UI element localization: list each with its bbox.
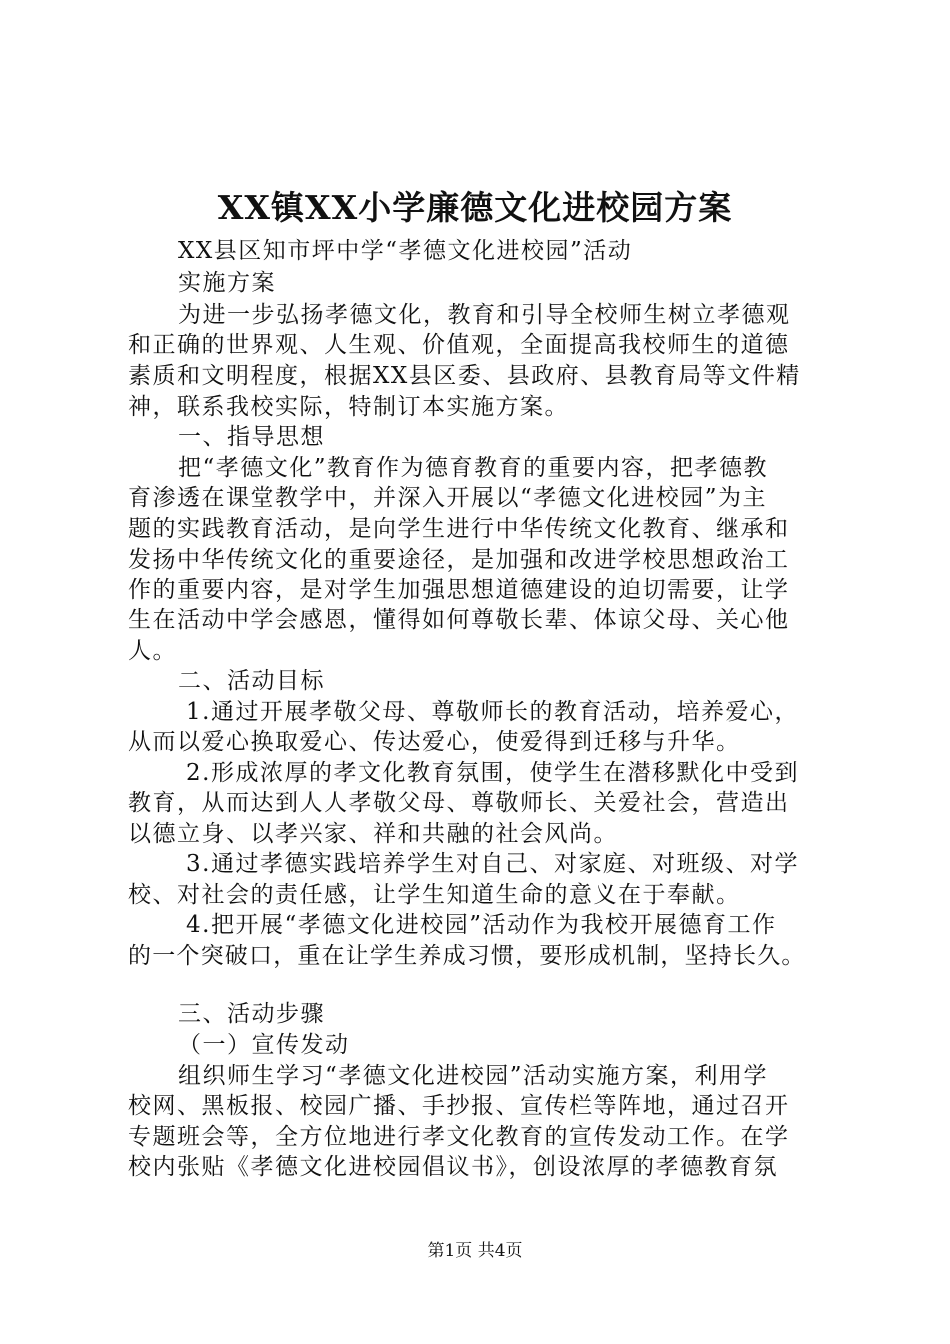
section-heading: 二、活动目标: [178, 668, 325, 694]
paragraph-steps-line: 专题班会等，全方位地进行孝文化教育的宣传发动工作。在学: [128, 1124, 790, 1150]
paragraph-steps-line: 校网、黑板报、校园广播、手抄报、宣传栏等阵地，通过召开: [128, 1093, 790, 1119]
goal-item-line: 从而以爱心换取爱心、传达爱心，使爱得到迁移与升华。: [128, 729, 741, 755]
section-heading: 三、活动步骤: [178, 1001, 325, 1027]
goal-item-line: 4.把开展“孝德文化进校园”活动作为我校开展德育工作: [186, 912, 777, 938]
body-line-subtitle-2: 实施方案: [178, 270, 276, 296]
subsection-heading: （一）宣传发动: [178, 1032, 350, 1058]
paragraph-guidance-line: 作的重要内容，是对学生加强思想道德建设的迫切需要，让学: [128, 577, 790, 603]
body-line-subtitle: XX县区知市坪中学“孝德文化进校园”活动: [178, 238, 633, 264]
goal-item-line: 教育，从而达到人人孝敬父母、尊敬师长、关爱社会，营造出: [128, 790, 790, 816]
section-heading: 一、指导思想: [178, 424, 325, 450]
goal-item-line: 3.通过孝德实践培养学生对自己、对家庭、对班级、对学: [186, 851, 799, 877]
paragraph-guidance-line: 把“孝德文化”教育作为德育教育的重要内容，把孝德教: [178, 455, 769, 481]
goal-item-line: 校、对社会的责任感，让学生知道生命的意义在于奉献。: [128, 882, 741, 908]
paragraph-steps-line: 组织师生学习“孝德文化进校园”活动实施方案，利用学: [178, 1063, 769, 1089]
page-number-footer: 第1页 共4页: [427, 1241, 523, 1261]
paragraph-intro-line: 为进一步弘扬孝德文化，教育和引导全校师生树立孝德观: [178, 302, 791, 328]
paragraph-guidance-line: 生在活动中学会感恩，懂得如何尊敬长辈、体谅父母、关心他: [128, 607, 790, 633]
paragraph-guidance-line: 发扬中华传统文化的重要途径，是加强和改进学校思想政治工: [128, 547, 790, 573]
paragraph-steps-line: 校内张贴《孝德文化进校园倡议书》，创设浓厚的孝德教育氛: [128, 1154, 778, 1180]
goal-item-line: 以德立身、以孝兴家、祥和共融的社会风尚。: [128, 821, 618, 847]
paragraph-guidance-line: 人。: [128, 638, 177, 664]
goal-item-line: 1.通过开展孝敬父母、尊敬师长的教育活动，培养爱心，: [186, 699, 799, 725]
paragraph-intro-line: 和正确的世界观、人生观、价值观，全面提高我校师生的道德: [128, 332, 790, 358]
goal-item-line: 2.形成浓厚的孝文化教育氛围，使学生在潜移默化中受到: [186, 760, 799, 786]
paragraph-intro-line: 神，联系我校实际，特制订本实施方案。: [128, 394, 569, 420]
goal-item-line: 的一个突破口，重在让学生养成习惯，要形成机制，坚持长久。: [128, 943, 806, 969]
paragraph-guidance-line: 题的实践教育活动，是向学生进行中华传统文化教育、继承和: [128, 516, 790, 542]
document-title: XX镇XX小学廉德文化进校园方案: [217, 188, 733, 227]
paragraph-guidance-line: 育渗透在课堂教学中，并深入开展以“孝德文化进校园”为主: [128, 485, 768, 511]
paragraph-intro-line: 素质和文明程度，根据XX县区委、县政府、县教育局等文件精: [128, 363, 801, 389]
